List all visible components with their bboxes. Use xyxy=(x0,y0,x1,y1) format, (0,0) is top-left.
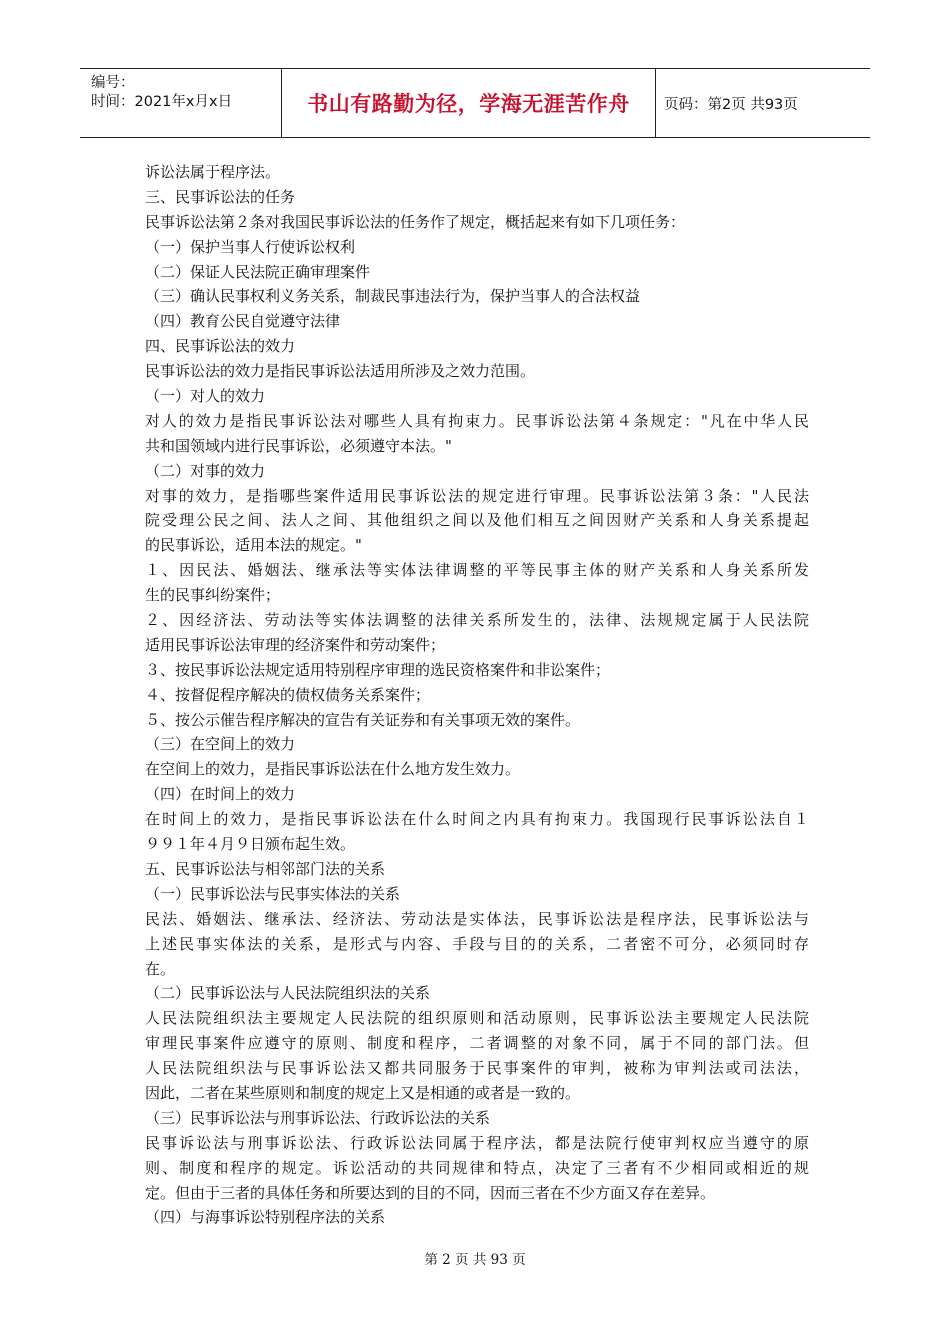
text-line: ９９１年４月９日颁布起生效。 xyxy=(145,835,356,854)
text-line: 院受理公民之间、法人之间、其他组织之间以及他们相互之间因财产关系和人身关系提起 xyxy=(145,511,809,530)
text-line: （一）保护当事人行使诉讼权利 xyxy=(145,237,356,256)
text-line: （二）民事诉讼法与人民法院组织法的关系 xyxy=(145,984,431,1003)
text-line: （一）对人的效力 xyxy=(145,387,266,406)
text-line: 在空间上的效力，是指民事诉讼法在什么地方发生效力。 xyxy=(145,760,521,779)
text-line: 共和国领域内进行民事诉讼，必须遵守本法。" xyxy=(145,436,452,455)
text-line: 三、民事诉讼法的任务 xyxy=(145,187,296,206)
text-line: 诉讼法属于程序法。 xyxy=(145,163,281,181)
text-line: 则、制度和程序的规定。诉讼活动的共同规律和特点，决定了三者有不少相同或相近的规 xyxy=(145,1158,809,1177)
header-page-number: 页码：第2页 共93页 xyxy=(664,96,798,113)
text-line: （三）民事诉讼法与刑事诉讼法、行政诉讼法的关系 xyxy=(145,1108,491,1127)
text-line: 因此，二者在某些原则和制度的规定上又是相通的或者是一致的。 xyxy=(145,1083,581,1102)
text-line: ３、按民事诉讼法规定适用特别程序审理的选民资格案件和非讼案件； xyxy=(145,660,611,679)
document-body xyxy=(145,160,809,1230)
text-line: 民事诉讼法的效力是指民事诉讼法适用所涉及之效力范围。 xyxy=(145,362,536,381)
text-line: 五、民事诉讼法与相邻部门法的关系 xyxy=(145,859,386,878)
text-line: （四）在时间上的效力 xyxy=(145,785,296,804)
text-line: （二）对事的效力 xyxy=(145,461,266,480)
text-line: （三）确认民事权利义务关系，制裁民事违法行为，保护当事人的合法权益 xyxy=(145,287,641,306)
text-line: 四、民事诉讼法的效力 xyxy=(145,337,296,356)
text-line: 民法、婚姻法、继承法、经济法、劳动法是实体法，民事诉讼法是程序法，民事诉讼法与 xyxy=(145,909,809,928)
text-line: 人民法院组织法与民事诉讼法又都共同服务于民事案件的审判，被称为审判法或司法法， xyxy=(145,1059,809,1078)
text-line: 定。但由于三者的具体任务和所要达到的目的不同，因而三者在不少方面又存在差异。 xyxy=(145,1183,716,1202)
header-meta xyxy=(80,69,281,137)
text-line: 民事诉讼法与刑事诉讼法、行政诉讼法同属于程序法，都是法院行使审判权应当遵守的原 xyxy=(145,1133,809,1152)
text-line: 在时间上的效力，是指民事诉讼法在什么时间之内具有拘束力。我国现行民事诉讼法自１ xyxy=(145,810,809,829)
text-line: （四）教育公民自觉遵守法律 xyxy=(145,312,341,331)
text-line: 适用民事诉讼法审理的经济案件和劳动案件； xyxy=(145,635,446,654)
text-line: 上述民事实体法的关系，是形式与内容、手段与目的的关系，二者密不可分，必须同时存 xyxy=(145,934,809,953)
text-line: ２、因经济法、劳动法等实体法调整的法律关系所发生的，法律、法规规定属于人民法院 xyxy=(145,611,809,630)
text-line: ５、按公示催告程序解决的宣告有关证券和有关事项无效的案件。 xyxy=(145,710,581,729)
text-line: （四）与海事诉讼特别程序法的关系 xyxy=(145,1208,386,1227)
doc-code-label: 编号： xyxy=(91,75,135,91)
text-line: （二）保证人民法院正确审理案件 xyxy=(145,262,371,281)
text-line: 对人的效力是指民事诉讼法对哪些人具有拘束力。民事诉讼法第４条规定："凡在中华人民 xyxy=(145,411,809,430)
text-line: ４、按督促程序解决的债权债务关系案件； xyxy=(145,685,431,704)
header-motto: 书山有路勤为径，学海无涯苦作舟 xyxy=(307,92,630,116)
text-line: 人民法院组织法主要规定人民法院的组织原则和活动原则，民事诉讼法主要规定人民法院 xyxy=(145,1009,809,1028)
text-line: 对事的效力，是指哪些案件适用民事诉讼法的规定进行审理。民事诉讼法第３条："人民法 xyxy=(145,486,809,505)
page-header xyxy=(80,68,870,138)
text-line: （一）民事诉讼法与民事实体法的关系 xyxy=(145,884,401,903)
text-line: 生的民事纠纷案件； xyxy=(145,586,281,605)
page-footer: 第 2 页 共 93 页 xyxy=(424,1252,526,1268)
text-line: 在。 xyxy=(145,959,176,978)
text-line: （三）在空间上的效力 xyxy=(145,735,296,754)
text-line: 审理民事案件应遵守的原则、制度和程序，二者调整的对象不同，属于不同的部门法。但 xyxy=(145,1034,809,1053)
header-motto-cell xyxy=(281,69,656,137)
text-line: 的民事诉讼，适用本法的规定。" xyxy=(145,536,362,555)
text-line: 民事诉讼法第２条对我国民事诉讼法的任务作了规定，概括起来有如下几项任务： xyxy=(145,212,686,231)
text-line: １、因民法、婚姻法、继承法等实体法律调整的平等民事主体的财产关系和人身关系所发 xyxy=(145,561,809,580)
doc-date-label: 时间：2021年x月x日 xyxy=(91,94,233,110)
